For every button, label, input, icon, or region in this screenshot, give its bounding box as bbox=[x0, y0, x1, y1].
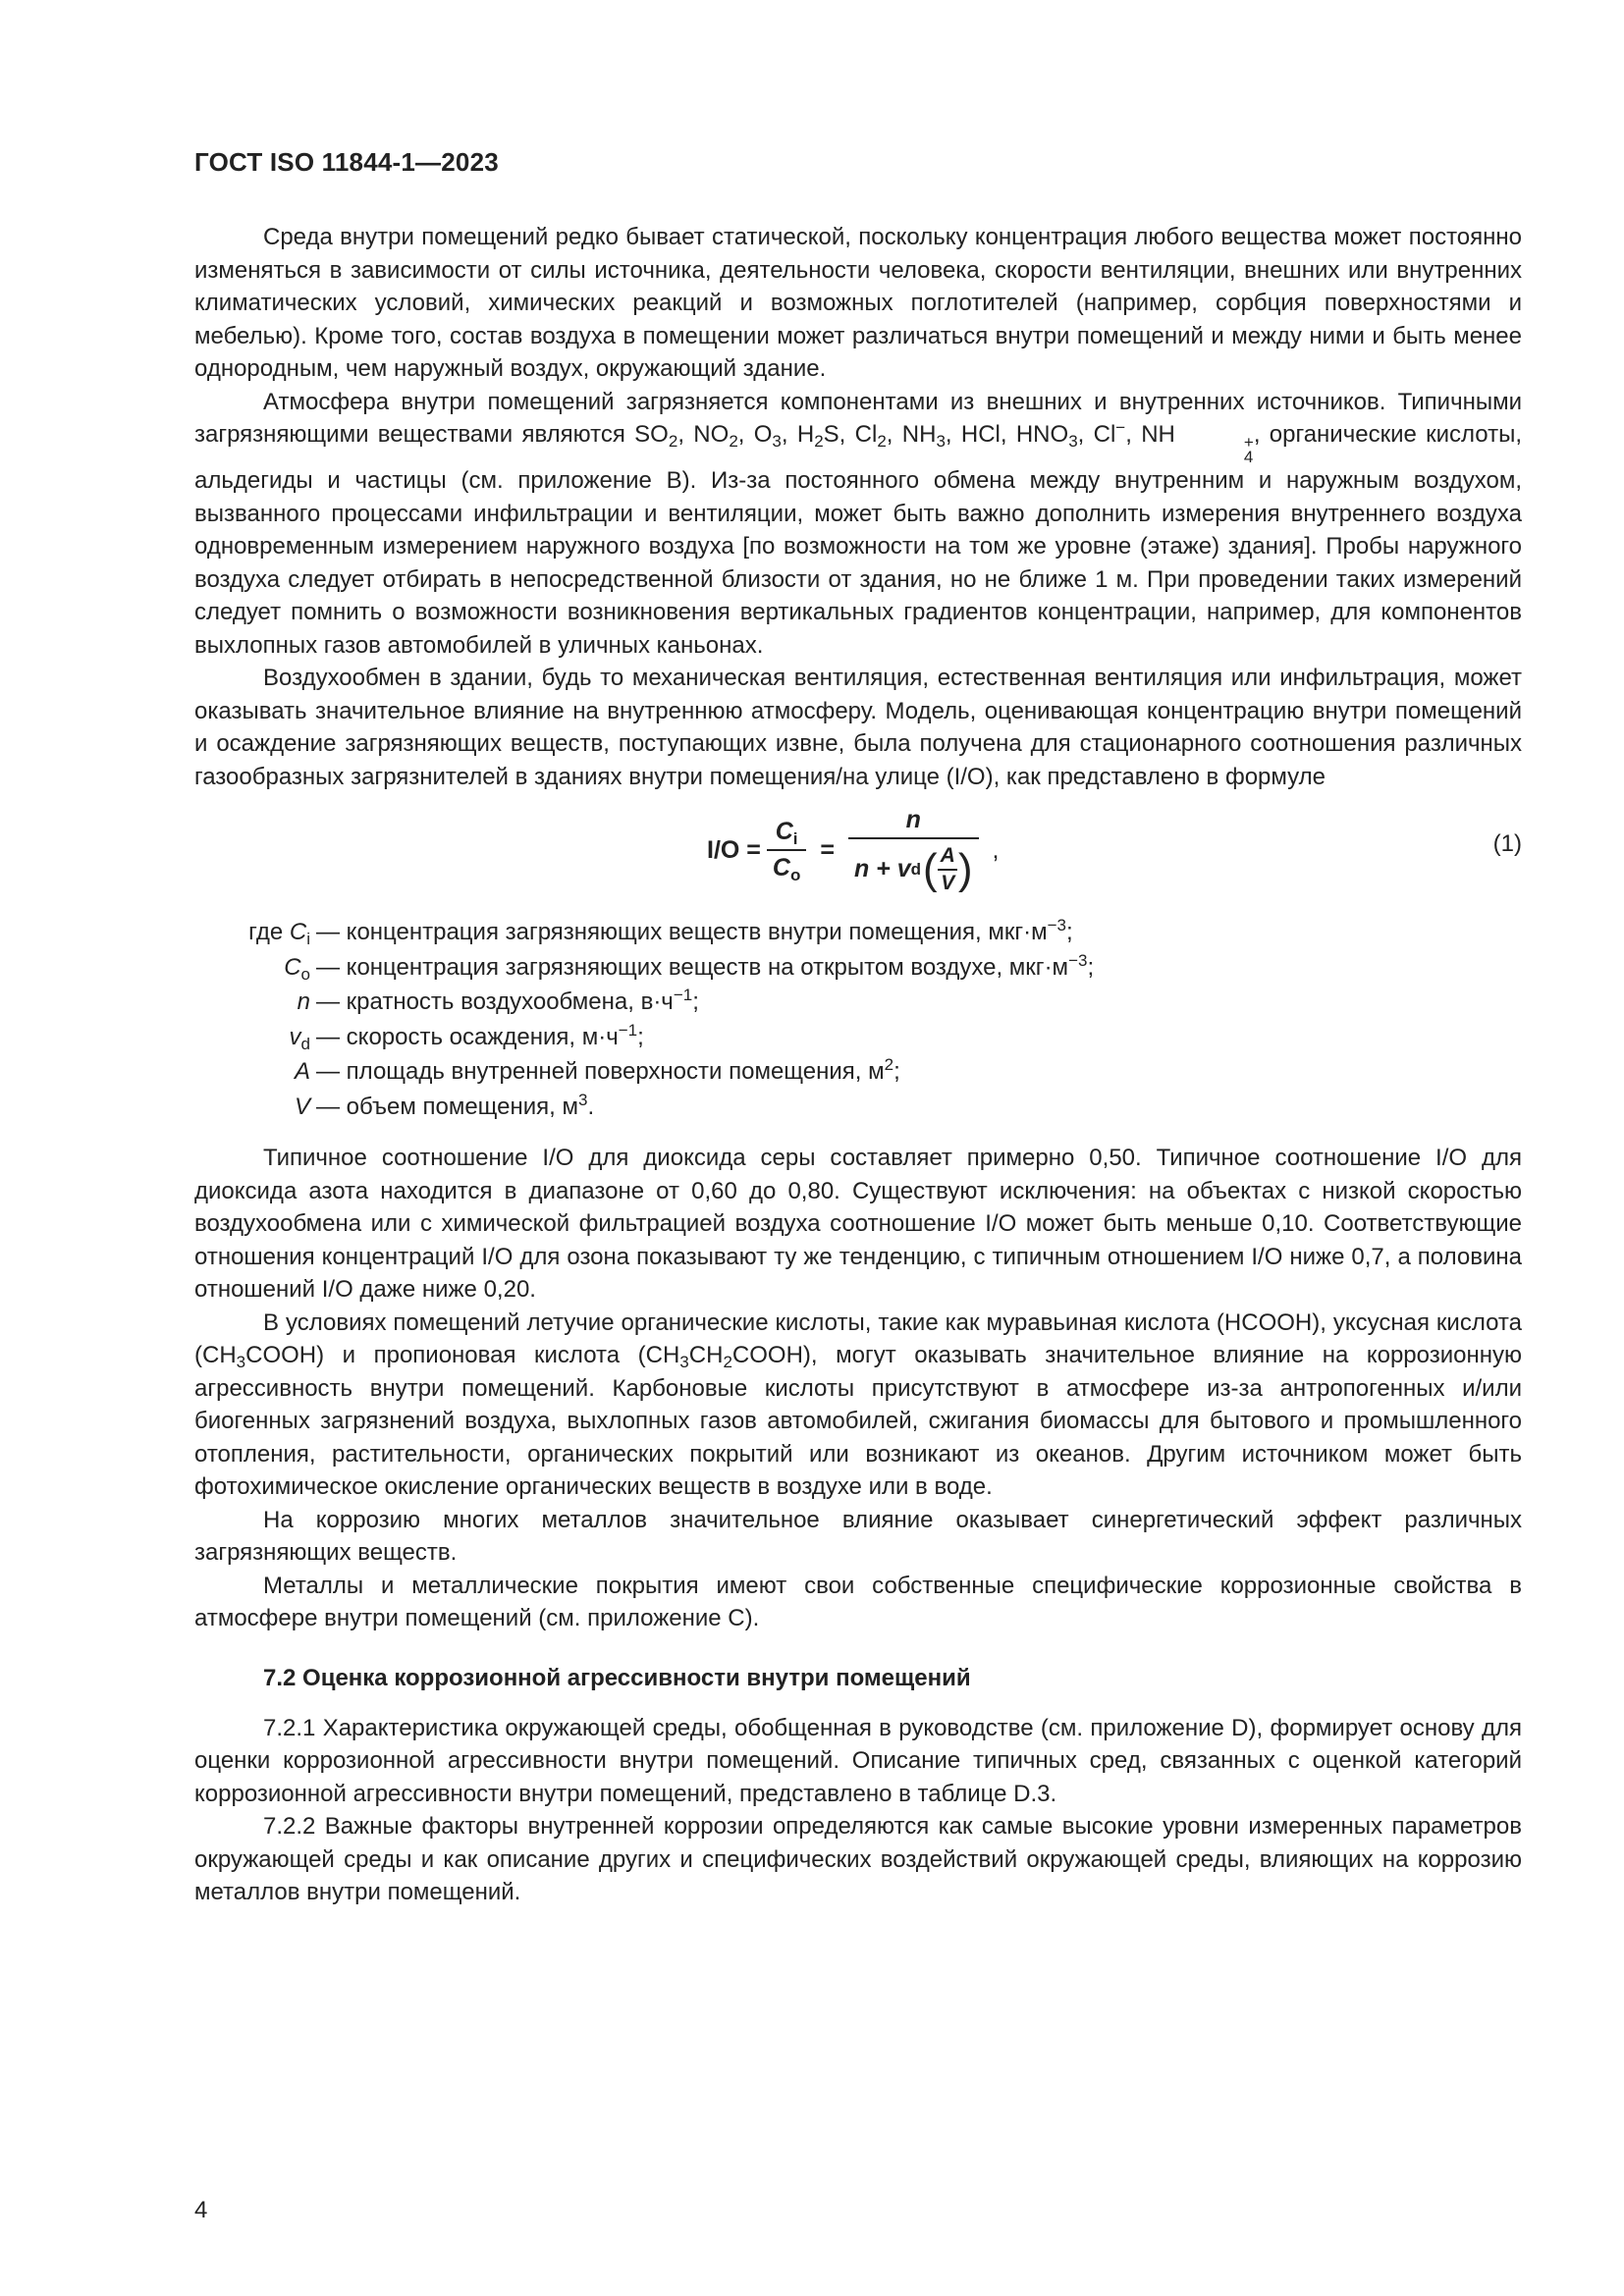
page-number: 4 bbox=[194, 2197, 208, 2223]
legend-row: A — площадь внутренней поверхности помещения, $м^2$; bbox=[294, 1055, 900, 1085]
paragraph-typical-ratios: Типичное соотношение I/O для диоксида серы составляет примерно 0,50. Типичное соотношение I/O для диоксида азота находится в диапазоне от 0,60 до 0,80. Существуют исключения: на объектах с низкой скоростью воздухообмена или с химической фильтрацией воздуха соотношение I/O может быть меньше 0,10. Соответствующие отношения концентраций I/O для озона показывают ту же тенденцию, с типичным отношением I/O ниже 0,7, а половина отношений I/O даже ниже 0,20. bbox=[194, 1145, 1522, 1303]
paragraph-7-2-1: 7.2.1 Характеристика окружающей среды, обобщенная в руководстве (см. приложение D), формирует основу для оценки коррозионной агрессивности внутри помещений. Описание типичных сред, связанных с оценкой категорий коррозионной агрессивности внутри помещений, представлено в таблице D.3. bbox=[194, 1714, 1522, 1807]
legend-row: где $C_i$ — концентрация загрязняющих веществ внутри помещения, $мкг\cdot м^{-3}$; bbox=[248, 916, 1073, 948]
section-title: 7.2 Оценка коррозионной агрессивности внутри помещений bbox=[263, 1664, 971, 1691]
legend-row: V — объем помещения, $м^3$. bbox=[294, 1090, 595, 1120]
paragraph-7-2-2: 7.2.2 Важные факторы внутренней коррозии определяются как самые высокие уровни измеренных параметров окружающей среды и как описание других и специфических воздействий окружающей среды, влияющих на коррозию металлов внутри помещений. bbox=[194, 1813, 1522, 1905]
paragraph-air-exchange: Воздухообмен в здании, будь то механическая вентиляция, естественная вентиляция или инфильтрация, может оказывать значительное влияние на внутреннюю атмосферу. Модель, оценивающая концентрацию внутри помещений и осаждение загрязняющих веществ, поступающих извне, была получена для стационарного соотношения различных газообразных загрязнителей в зданиях внутри помещения/на улице (I/O), как представлено в формуле bbox=[194, 665, 1522, 790]
paragraph-indoor-environment: Среда внутри помещений редко бывает статической, поскольку концентрация любого вещества может постоянно изменяться в зависимости от силы источника, деятельности человека, скорости вентиляции, внешних или внутренних климатических условий, химических реакций и возможных поглотителей (например, сорбция поверхностями и мебелью). Кроме того, состав воздуха в помещении может различаться внутри помещений и между ними и быть менее однородным, чем наружный воздух, окружающий здание. bbox=[194, 224, 1522, 382]
formula-legend bbox=[194, 916, 1522, 1128]
paragraph-synergy: На коррозию многих металлов значительное влияние оказывает синергетический эффект различных загрязняющих веществ. bbox=[194, 1506, 1522, 1566]
paragraph-indoor-atmosphere: Атмосфера внутри помещений загрязняется компонентами из внешних и внутренних источников. Типичными загрязняющими веществами являются $SO_2$, $NO_2$, $O_3$, $H_2S$, $Cl_2$, $NH_3$, HCl, $HNO_3$, Cl−, NH + 4 , органические кислоты, альдегиды и частицы (см. приложение В). Из-за постоянного обмена между внутренним и наружным воздухом, вызванного процессами инфильтрации и вентиляции, может быть важно дополнить измерения внутреннего воздуха одновременным измерением наружного воздуха [по возможности на том же уровне (этаже) здания]. Пробы наружного воздуха следует отбирать в непосредственной близости от здания, но не ближе 1 м. При проведении таких измерений следует помнить о возможности возникновения вертикальных градиентов концентрации, например, для компонентов выхлопных газов автомобилей в уличных каньонах. bbox=[194, 388, 1523, 659]
legend-row: n — кратность воздухообмена, $в\cdot ч^{-1}$; bbox=[297, 986, 699, 1015]
formula-io-ratio: I/O = $\frac{C_i}{C_o}$ = n n + v d ( $\frac{A}{V}$ ) , (1) bbox=[707, 805, 1522, 894]
legend-row: $v_d$ — скорость осаждения, $м\cdot ч^{-1}$; bbox=[289, 1020, 644, 1053]
paragraph-organic-acids: В условиях помещений летучие органические кислоты, такие как муравьиная кислота (HCOOH), уксусная кислота $(CH_3COOH)$ и пропионовая кислота $(CH_3CH_2COOH)$, могут оказывать значительное влияние на коррозионную агрессивность внутри помещений. Карбоновые кислоты присутствуют в атмосфере из-за антропогенных и/или биогенных загрязнений воздуха, выхлопных газов автомобилей, сжигания биомассы для бытового и промышленного отопления, растительности, органических покрытий или возникают из океанов. Другим источником может быть фотохимическое окисление органических веществ в воздухе или в воде. bbox=[194, 1308, 1523, 1500]
paragraph-metal-coatings: Металлы и металлические покрытия имеют свои собственные специфические коррозионные свойства в атмосфере внутри помещений (см. приложение С). bbox=[194, 1572, 1522, 1631]
equation-number: (1) bbox=[1492, 830, 1522, 857]
document-header: ГОСТ ISO 11844-1—2023 bbox=[194, 147, 499, 177]
legend-row: $C_o$ — концентрация загрязняющих веществ на открытом воздухе, $мкг\cdot м^{-3}$; bbox=[284, 950, 1095, 984]
document-page bbox=[194, 147, 1522, 1909]
